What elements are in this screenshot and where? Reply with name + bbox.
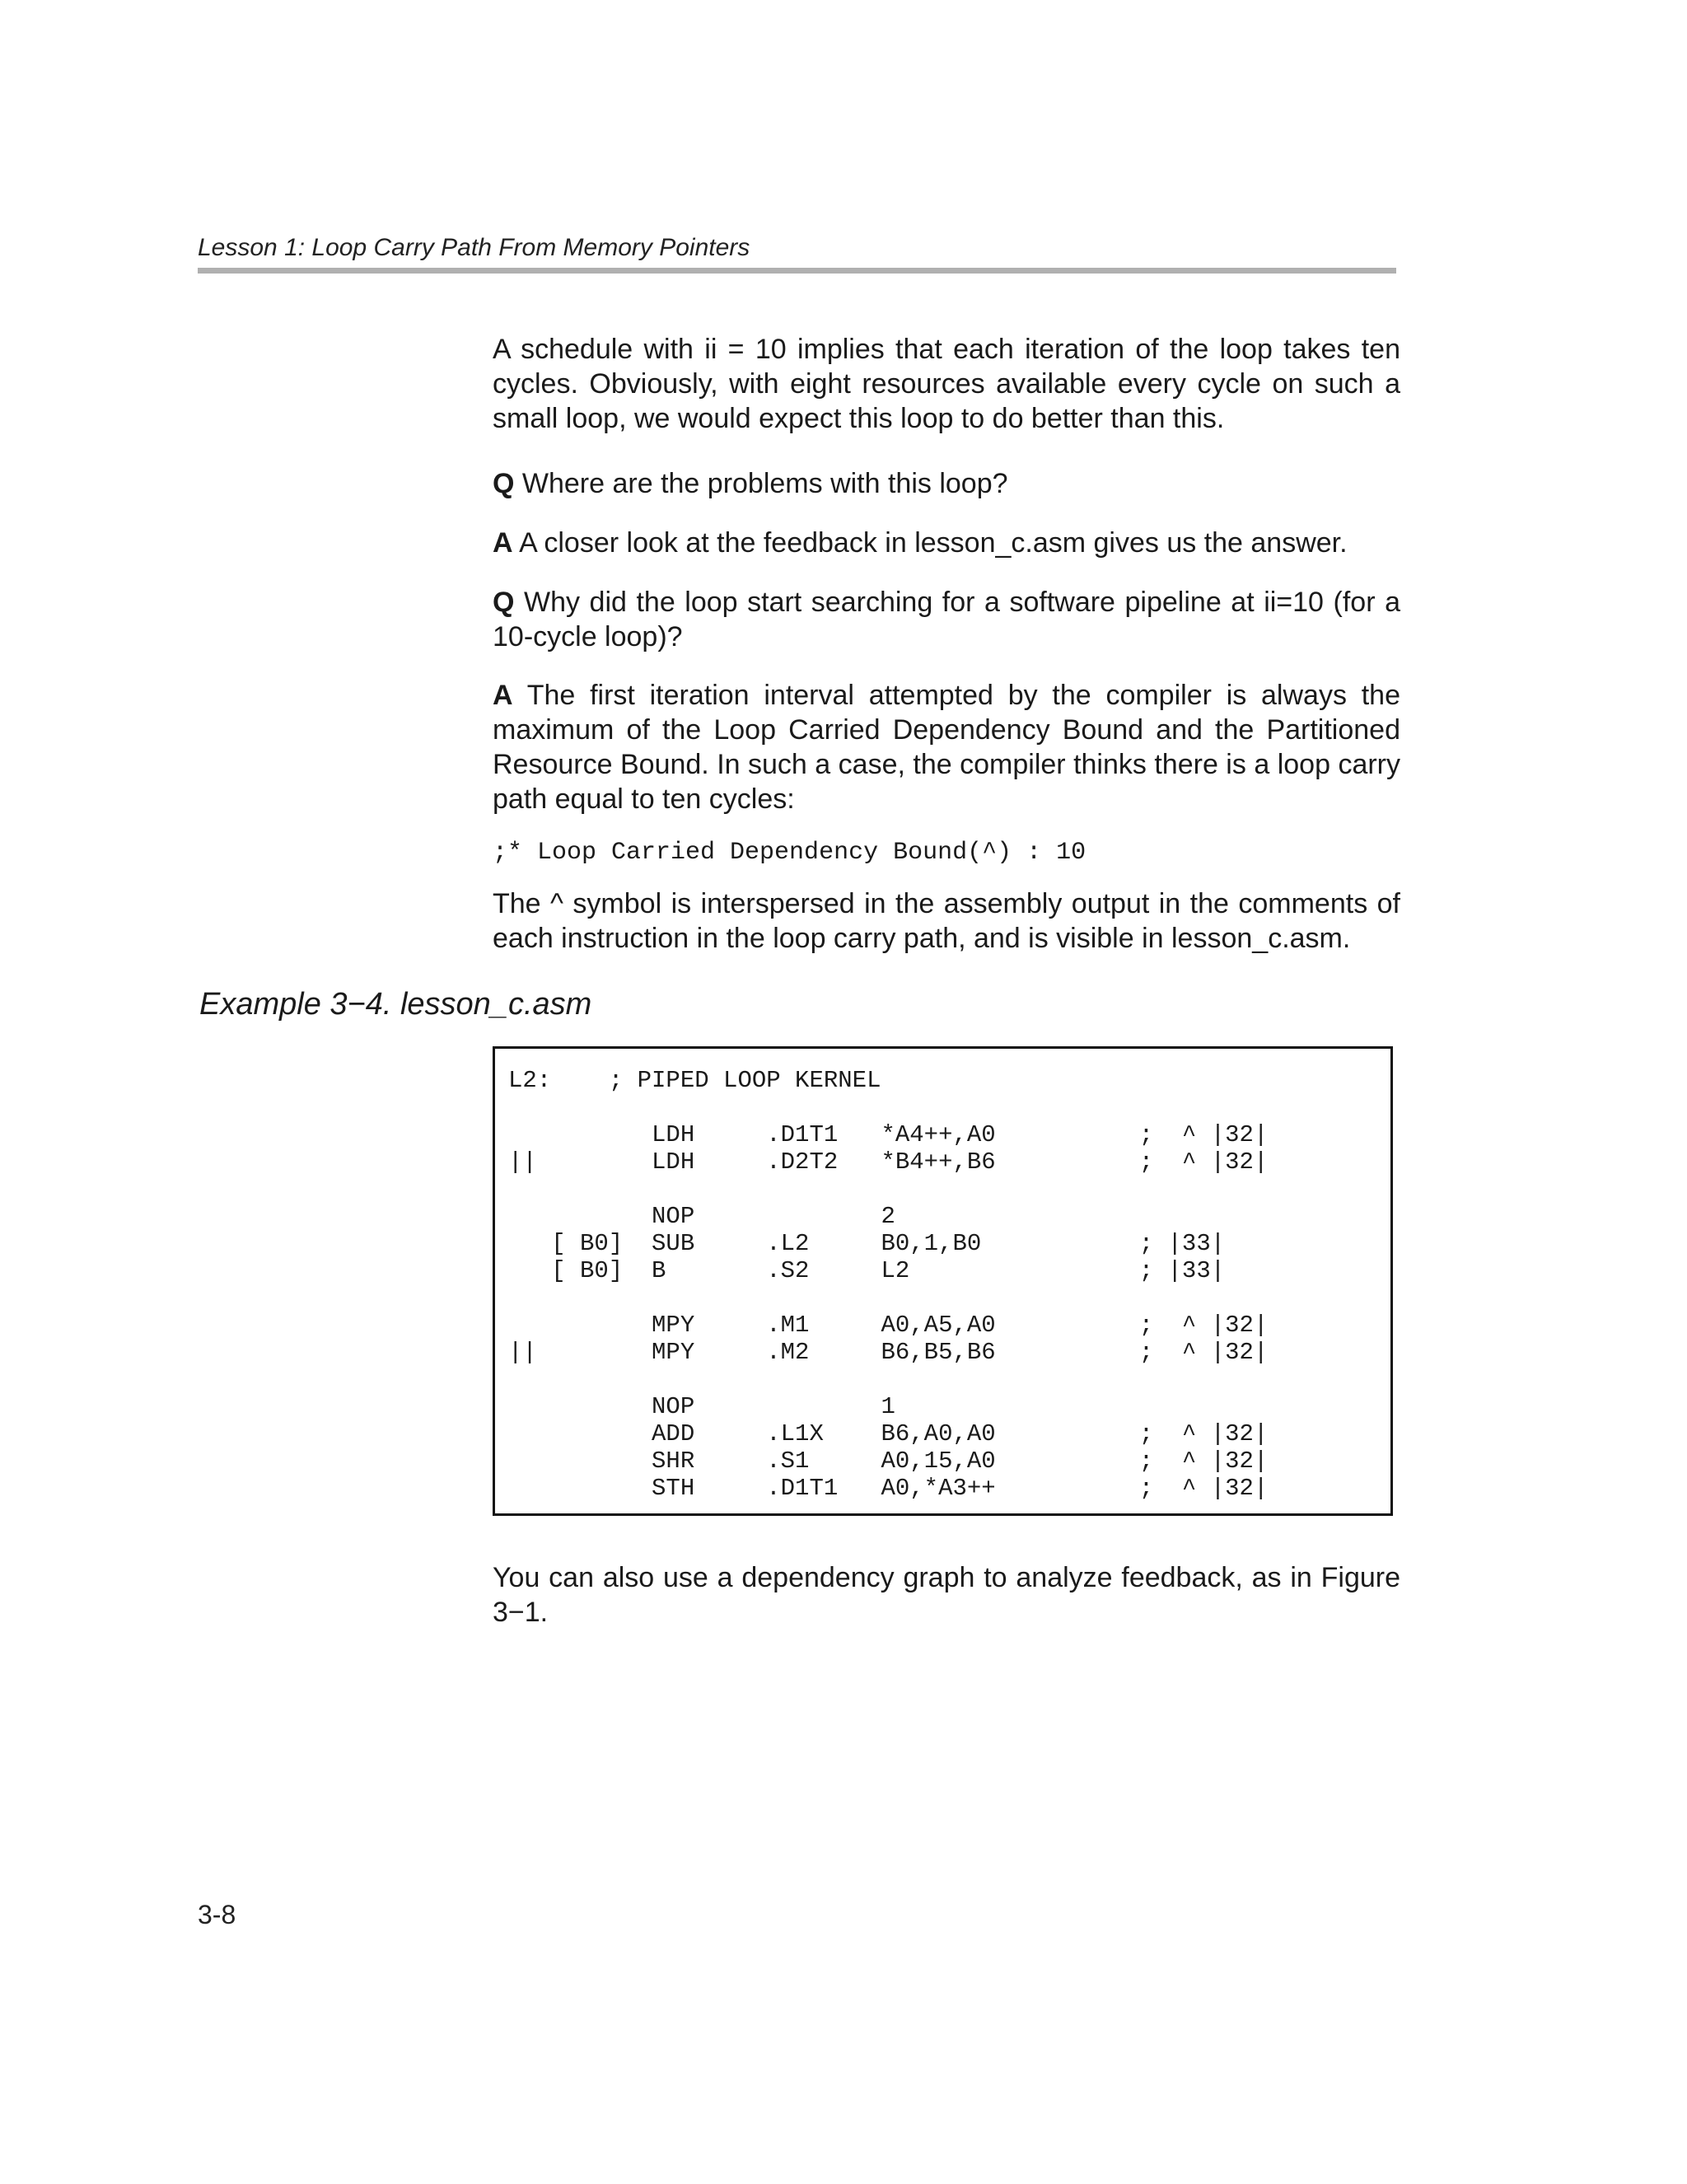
answer-label: A bbox=[493, 680, 513, 711]
paragraph-intro: A schedule with ii = 10 implies that each iteration of the loop takes ten cycles. Obviously, with eight resources available every cycle on such a small loop, we would expect this loop to do better than this. bbox=[493, 334, 1400, 434]
code-listing: L2: ; PIPED LOOP KERNEL LDH .D1T1 *A4++,A0 ; ^ |32| || LDH .D2T2 *B4++,B6 ; ^ |32| NOP 2 [ B0] SUB .L2 B0,1,B0 ; |33| [ B0] B .S2 L2 ; |33| MPY .M1 A0,A5,A0 ; ^ |32| || MPY .M2 B6,B5,B6 ; ^ |32| NOP 1 ADD .L1X B6,A0,A0 ; ^ |32| SHR .S1 A0,15,A0 ; ^ |32| STH .D1T1 A0,*A3++ ; ^ |32| bbox=[508, 1067, 1269, 1502]
paragraph-caret-symbol: The ^ symbol is interspersed in the assembly output in the comments of each instruction in the loop carry path, and is visible in lesson_c.asm. bbox=[493, 888, 1400, 954]
question-text: Why did the loop start searching for a software pipeline at ii=10 (for a 10-cycle loop)? bbox=[493, 587, 1400, 652]
question-label: Q bbox=[493, 587, 515, 618]
running-header: Lesson 1: Loop Carry Path From Memory Pointers bbox=[198, 234, 750, 261]
question-label: Q bbox=[493, 468, 515, 499]
answer-label: A bbox=[493, 527, 513, 559]
answer-text: A closer look at the feedback in lesson_c.asm gives us the answer. bbox=[512, 527, 1348, 559]
answer-text: The first iteration interval attempted by the compiler is always the maximum of the Loop Carried Dependency Bound and the Partitioned Resource Bound. In such a case, the compiler thinks there is a loop carry path equal to ten cycles: bbox=[493, 680, 1400, 815]
question-text: Where are the problems with this loop? bbox=[514, 468, 1008, 499]
question-2 bbox=[493, 585, 1400, 654]
header-rule bbox=[198, 268, 1396, 274]
question-1 bbox=[493, 466, 1400, 501]
inline-code-line: ;* Loop Carried Dependency Bound(^) : 10 bbox=[493, 839, 1087, 867]
code-listing-box bbox=[493, 1046, 1393, 1516]
answer-1 bbox=[493, 526, 1400, 560]
page-number: 3-8 bbox=[198, 1900, 236, 1929]
example-caption: Example 3−4. lesson_c.asm bbox=[199, 987, 592, 1022]
closing-paragraph: You can also use a dependency graph to analyze feedback, as in Figure 3−1. bbox=[493, 1562, 1400, 1628]
answer-2 bbox=[493, 678, 1400, 816]
